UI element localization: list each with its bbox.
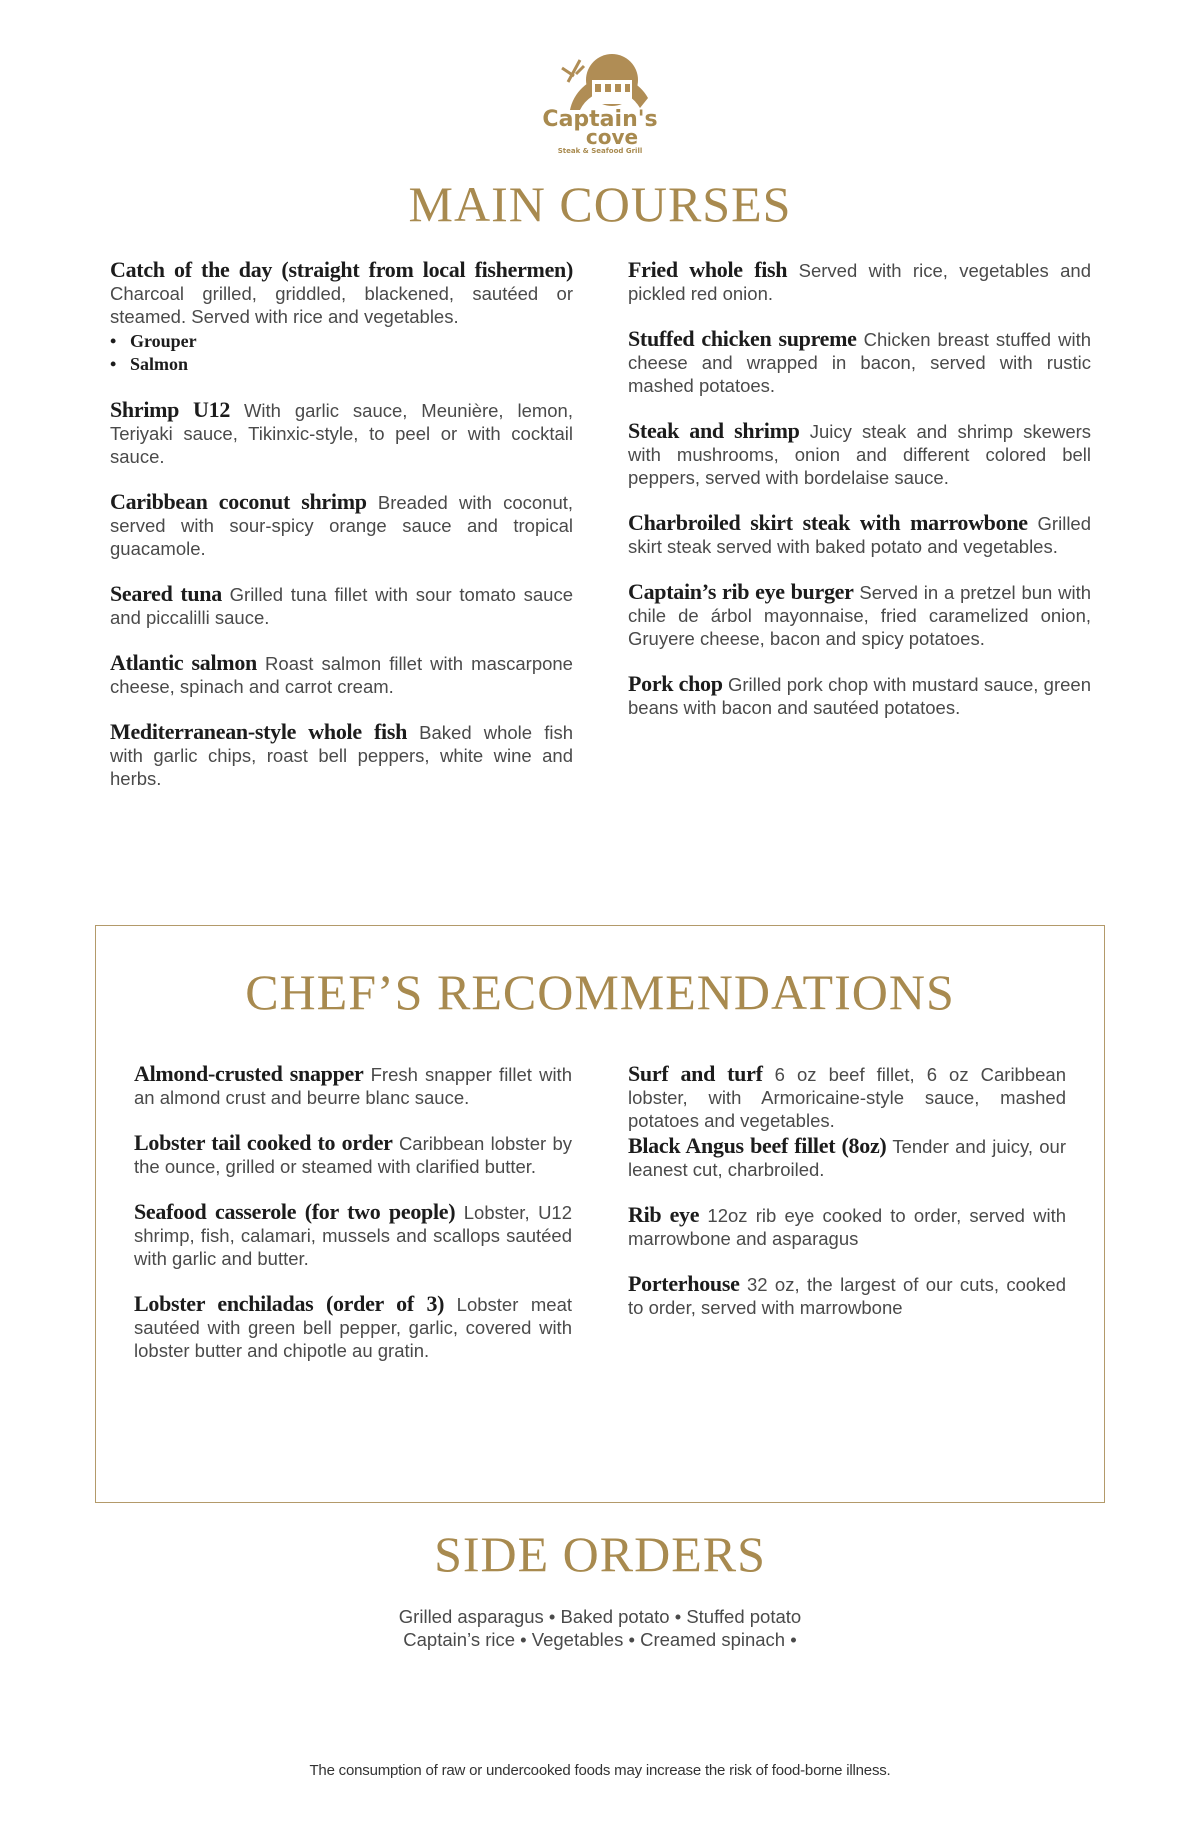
menu-item: [628, 1062, 1066, 1132]
menu-item-name: Lobster enchiladas (order of 3): [134, 1291, 445, 1316]
menu-item-name: Rib eye: [628, 1202, 700, 1227]
menu-item-name: Steak and shrimp: [628, 418, 800, 443]
logo-tagline: Steak & Seafood Grill: [557, 147, 643, 155]
menu-item-desc: Lobster, U12 shrimp, fish, calamari, mussels and scallops sautéed with garlic and butter.: [134, 1202, 573, 1269]
menu-item-name: Pork chop: [628, 671, 723, 696]
main-courses-right-column: [628, 258, 1091, 741]
menu-item: [628, 1134, 1066, 1181]
menu-item-desc: Served with rice, vegetables and pickled red onion.: [628, 260, 1091, 304]
menu-item-desc: Caribbean lobster by the ounce, grilled or steamed with clarified butter.: [134, 1133, 572, 1177]
menu-item-desc: Grilled pork chop with mustard sauce, green beans with bacon and sautéed potatoes.: [628, 674, 1092, 718]
menu-item-desc: 12oz rib eye cooked to order, served with marrowbone and asparagus: [628, 1205, 1066, 1249]
menu-item-desc: Baked whole fish with garlic chips, roast bell peppers, white wine and herbs.: [110, 722, 573, 789]
menu-item: [628, 419, 1091, 489]
menu-item-desc: Roast salmon fillet with mascarpone cheese, spinach and carrot cream.: [110, 653, 573, 697]
fish-option: • Grouper: [130, 330, 573, 353]
menu-item-name: Lobster tail cooked to order: [134, 1130, 393, 1155]
menu-item-name: Seared tuna: [110, 581, 222, 606]
menu-item-desc: Chicken breast stuffed with cheese and wrapped in bacon, served with rustic mashed potatoes.: [628, 329, 1091, 396]
chef-left-column: [134, 1062, 572, 1384]
menu-item: [628, 511, 1091, 558]
menu-item: [110, 582, 573, 629]
menu-item-name: Charbroiled skirt steak with marrowbone: [628, 510, 1028, 535]
menu-item-name: Black Angus beef fillet (8oz): [628, 1133, 887, 1158]
menu-item-desc: 6 oz beef fillet, 6 oz Caribbean lobster, with Armoricaine-style sauce, mashed potatoes and vegetables.: [628, 1064, 1066, 1131]
main-courses-left-column: [110, 258, 573, 812]
menu-item-name: Caribbean coconut shrimp: [110, 489, 367, 514]
side-orders-line: Captain’s rice • Vegetables • Creamed spinach •: [403, 1629, 797, 1650]
chef-recommendations-title: CHEF’S RECOMMENDATIONS: [245, 964, 955, 1020]
logo-name-line2: cove: [585, 125, 639, 149]
menu-item: [134, 1200, 572, 1270]
menu-item: [134, 1292, 572, 1362]
menu-item-desc: Grilled skirt steak served with baked potato and vegetables.: [628, 513, 1092, 557]
chef-right-column: [628, 1062, 1066, 1341]
fish-options-list: [110, 330, 573, 376]
menu-item: [110, 258, 573, 376]
menu-item-desc: 32 oz, the largest of our cuts, cooked to order, served with marrowbone: [628, 1274, 1067, 1318]
menu-item-desc: Tender and juicy, our leanest cut, charbroiled.: [628, 1136, 1066, 1180]
menu-item: [628, 1203, 1066, 1250]
menu-item: [134, 1062, 572, 1109]
menu-item-desc: Fresh snapper fillet with an almond crust and beurre blanc sauce.: [134, 1064, 572, 1108]
menu-item-name: Stuffed chicken supreme: [628, 326, 857, 351]
menu-item-desc: Juicy steak and shrimp skewers with mushrooms, onion and different colored bell peppers, served with bordelaise sauce.: [628, 421, 1092, 488]
side-orders-title: SIDE ORDERS: [434, 1526, 766, 1582]
menu-item-name: Catch of the day (straight from local fishermen): [110, 257, 573, 282]
menu-item-name: Shrimp U12: [110, 397, 231, 422]
menu-item: [110, 720, 573, 790]
menu-item-name: Fried whole fish: [628, 257, 788, 282]
menu-item-desc: Charcoal grilled, griddled, blackened, sautéed or steamed. Served with rice and vegetables.: [110, 283, 573, 327]
menu-item: [110, 651, 573, 698]
menu-item-name: Atlantic salmon: [110, 650, 257, 675]
menu-item: [628, 580, 1091, 650]
menu-item-desc: Grilled tuna fillet with sour tomato sauce and piccalilli sauce.: [110, 584, 574, 628]
menu-item-desc: With garlic sauce, Meunière, lemon, Teriyaki sauce, Tikinxic-style, to peel or with cocktail sauce.: [110, 400, 573, 467]
menu-item-name: Almond-crusted snapper: [134, 1061, 364, 1086]
main-courses-title: MAIN COURSES: [408, 176, 792, 232]
menu-item-name: Surf and turf: [628, 1061, 763, 1086]
side-orders-list: [0, 1605, 1200, 1651]
side-orders-line: Grilled asparagus • Baked potato • Stuffed potato: [398, 1606, 802, 1627]
menu-item-name: Mediterranean-style whole fish: [110, 719, 408, 744]
menu-item-desc: Served in a pretzel bun with chile de árbol mayonnaise, fried caramelized onion, Gruyere cheese, bacon and spicy potatoes.: [628, 582, 1092, 649]
menu-item: [134, 1131, 572, 1178]
menu-item: [110, 398, 573, 468]
fish-option: • Salmon: [130, 353, 573, 376]
menu-item: [628, 258, 1091, 305]
menu-item-name: Seafood casserole (for two people): [134, 1199, 456, 1224]
menu-item-name: Captain’s rib eye burger: [628, 579, 854, 604]
captains-cove-logo: [540, 40, 660, 155]
menu-item-desc: Breaded with coconut, served with sour-spicy orange sauce and tropical guacamole.: [110, 492, 574, 559]
menu-item: [628, 327, 1091, 397]
menu-item: [628, 1272, 1066, 1319]
food-safety-disclaimer: The consumption of raw or undercooked foods may increase the risk of food-borne illness.: [309, 1762, 891, 1779]
menu-item: [628, 672, 1091, 719]
logo-name-line1: Captain's: [542, 107, 658, 132]
menu-item: [110, 490, 573, 560]
menu-item-desc: Lobster meat sautéed with green bell pepper, garlic, covered with lobster butter and chipotle au gratin.: [134, 1294, 572, 1361]
menu-item-name: Porterhouse: [628, 1271, 740, 1296]
